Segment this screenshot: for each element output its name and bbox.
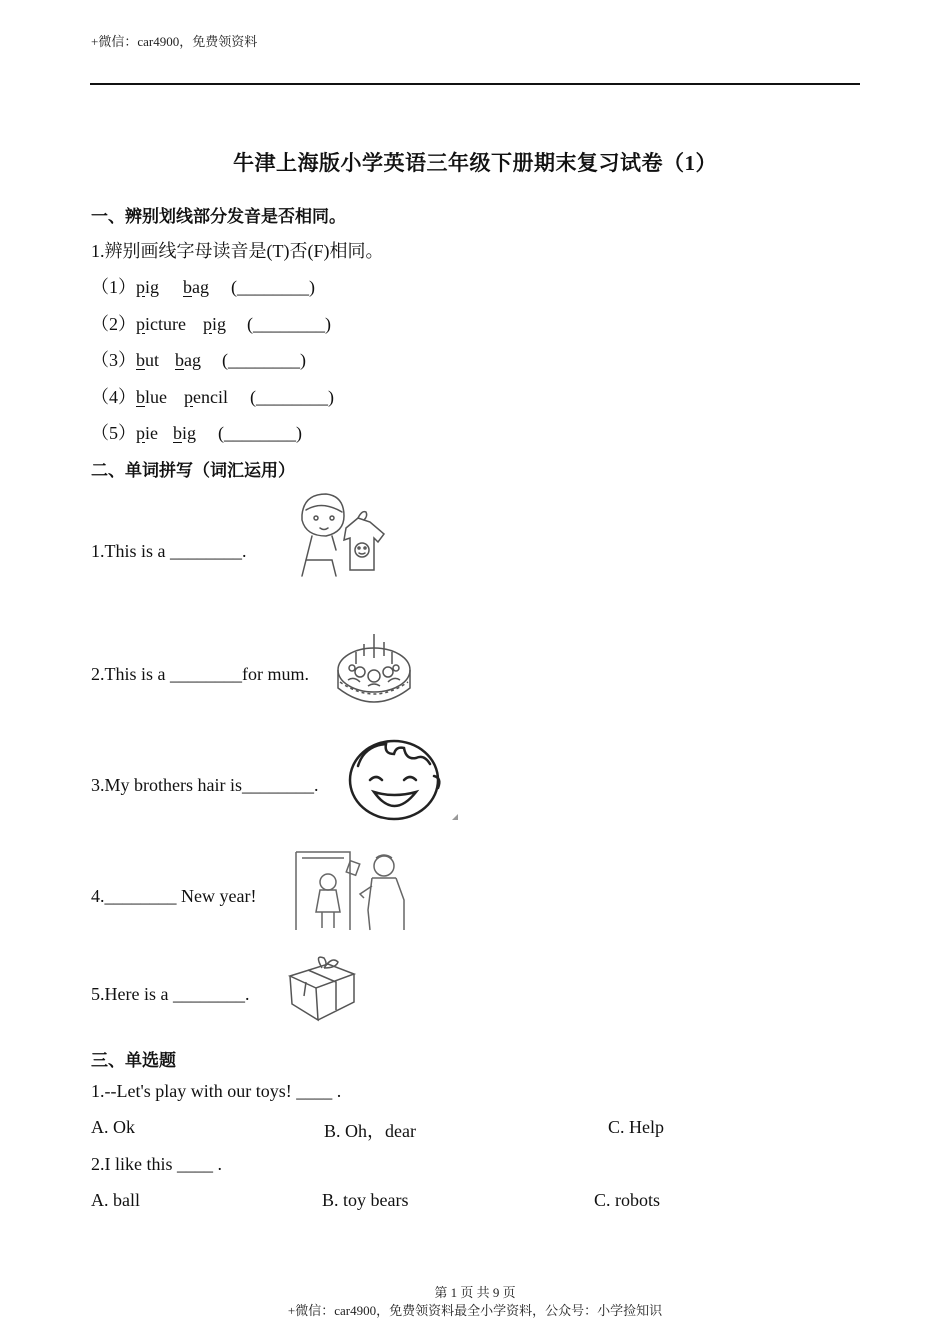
header-divider xyxy=(90,83,860,85)
spelling-item: 3.My brothers hair is________. xyxy=(91,775,319,795)
word-1: picture xyxy=(136,314,186,334)
word-1: pie xyxy=(136,423,158,443)
header-note: +微信：car4900，免费领资料 xyxy=(91,34,258,49)
word-1: pig xyxy=(136,277,160,297)
pronunciation-item xyxy=(91,383,334,409)
answer-blank[interactable]: (________) xyxy=(247,314,331,334)
spelling-item: 5.Here is a ________. xyxy=(91,984,250,1004)
option-b[interactable]: B. Oh，dear xyxy=(324,1121,416,1141)
item-number: （1） xyxy=(91,277,136,297)
item-number: （5） xyxy=(91,423,136,443)
section-1-heading: 一、辨别划线部分发音是否相同。 xyxy=(91,207,346,227)
answer-blank[interactable]: (________) xyxy=(222,350,306,370)
word-2: bag xyxy=(175,350,201,370)
answer-blank[interactable]: (________) xyxy=(231,277,315,297)
smiling-boy-face-illustration xyxy=(344,736,462,822)
item-number: （4） xyxy=(91,387,136,407)
item-number: （2） xyxy=(91,314,136,334)
spelling-item: 4.________ New year! xyxy=(91,886,257,906)
option-b[interactable]: B. toy bears xyxy=(322,1190,409,1210)
answer-blank[interactable]: (________) xyxy=(250,387,334,407)
pronunciation-item xyxy=(91,273,315,299)
word-2: big xyxy=(173,423,197,443)
question-stem: 1.--Let's play with our toys! ____ . xyxy=(91,1081,342,1101)
question-stem: 2.I like this ____ . xyxy=(91,1154,222,1174)
birthday-cake-illustration xyxy=(334,630,414,712)
answer-blank[interactable]: (________) xyxy=(218,423,302,443)
option-c[interactable]: C. Help xyxy=(608,1117,664,1137)
pronunciation-item xyxy=(91,346,306,372)
option-a[interactable]: A. ball xyxy=(91,1190,140,1210)
new-year-greeting-illustration xyxy=(292,850,412,934)
child-holding-shirt-illustration xyxy=(292,490,388,580)
section-1-instruction: 1.辨别画线字母读音是(T)否(F)相同。 xyxy=(91,241,384,261)
option-c[interactable]: C. robots xyxy=(594,1190,661,1210)
word-1: blue xyxy=(136,387,167,407)
spelling-item: 1.This is a ________. xyxy=(91,541,247,561)
item-number: （3） xyxy=(91,350,136,370)
footer-note: +微信：car4900，免费领资料最全小学资料，公众号：小学捡知识 xyxy=(287,1303,663,1318)
pronunciation-item xyxy=(91,310,331,336)
section-3-heading: 三、单选题 xyxy=(91,1051,176,1071)
word-2: pencil xyxy=(184,387,228,407)
option-a[interactable]: A. Ok xyxy=(91,1117,135,1137)
gift-box-illustration xyxy=(284,952,360,1024)
word-2: bag xyxy=(183,277,209,297)
word-2: pig xyxy=(203,314,227,334)
spelling-item: 2.This is a ________for mum. xyxy=(91,664,309,684)
pronunciation-item xyxy=(91,419,302,445)
page-number: 第 1 页 共 9 页 xyxy=(434,1285,516,1300)
document-title: 牛津上海版小学英语三年级下册期末复习试卷（1） xyxy=(233,151,717,175)
word-1: but xyxy=(136,350,160,370)
section-2-heading: 二、单词拼写（词汇运用） xyxy=(91,461,295,481)
